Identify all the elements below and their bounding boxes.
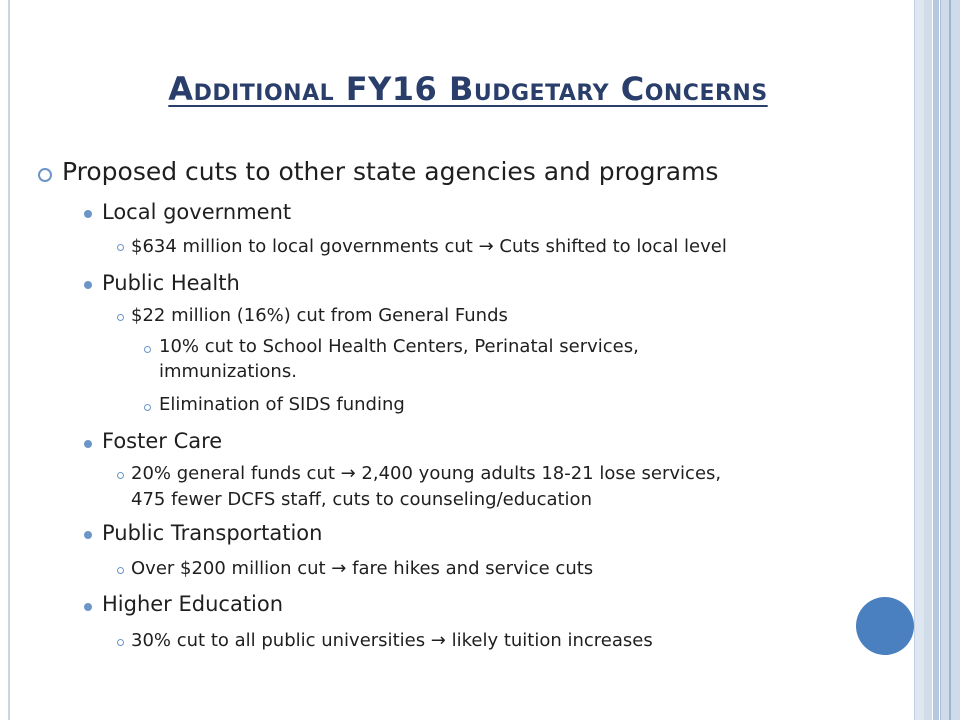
bullet-dot-icon (84, 603, 92, 611)
public-health-sub1-line2: immunizations. (159, 361, 297, 382)
public-health-detail: $22 million (16%) cut from General Funds (131, 305, 508, 326)
foster-care-label: Foster Care (102, 429, 223, 453)
public-transportation-detail: Over $200 million cut → fare hikes and service cuts (131, 558, 594, 579)
bullet-small-ring-icon (144, 346, 151, 353)
public-health-label: Public Health (102, 271, 240, 295)
bullet-dot-icon (84, 531, 92, 539)
public-health-sub1-line1: 10% cut to School Health Centers, Perinatal services, (159, 336, 639, 357)
public-transportation-label: Public Transportation (102, 521, 323, 545)
bullet-dot-icon (84, 440, 92, 448)
slide-right-border-3 (933, 0, 939, 720)
main-heading-bullet: Proposed cuts to other state agencies and programs (62, 157, 719, 186)
higher-education-label: Higher Education (102, 592, 284, 616)
bullet-ring-icon (117, 639, 124, 646)
slide-right-border-5 (949, 0, 951, 720)
bullet-small-ring-icon (144, 404, 151, 411)
slide-right-border-1 (914, 0, 924, 720)
foster-care-detail-line1: 20% general funds cut → 2,400 young adults 18-21 lose services, (131, 463, 722, 484)
bullet-ring-icon (117, 472, 124, 479)
public-health-sub2: Elimination of SIDS funding (159, 394, 405, 415)
bullet-ring-icon (117, 244, 124, 251)
local-government-label: Local government (102, 200, 292, 224)
local-government-detail: $634 million to local governments cut → Cuts shifted to local level (131, 236, 727, 257)
slide-right-border-2 (924, 0, 932, 720)
bullet-dot-icon (84, 281, 92, 289)
bullet-dot-icon (84, 210, 92, 218)
higher-education-detail: 30% cut to all public universities → likely tuition increases (131, 630, 653, 651)
bullet-ring-icon (117, 567, 124, 574)
slide-title-text: Additional FY16 Budgetary Concerns (168, 70, 768, 108)
bullet-ring-icon (117, 314, 124, 321)
bullet-circle-icon (38, 168, 52, 182)
foster-care-detail-line2: 475 fewer DCFS staff, cuts to counseling/education (131, 489, 592, 510)
